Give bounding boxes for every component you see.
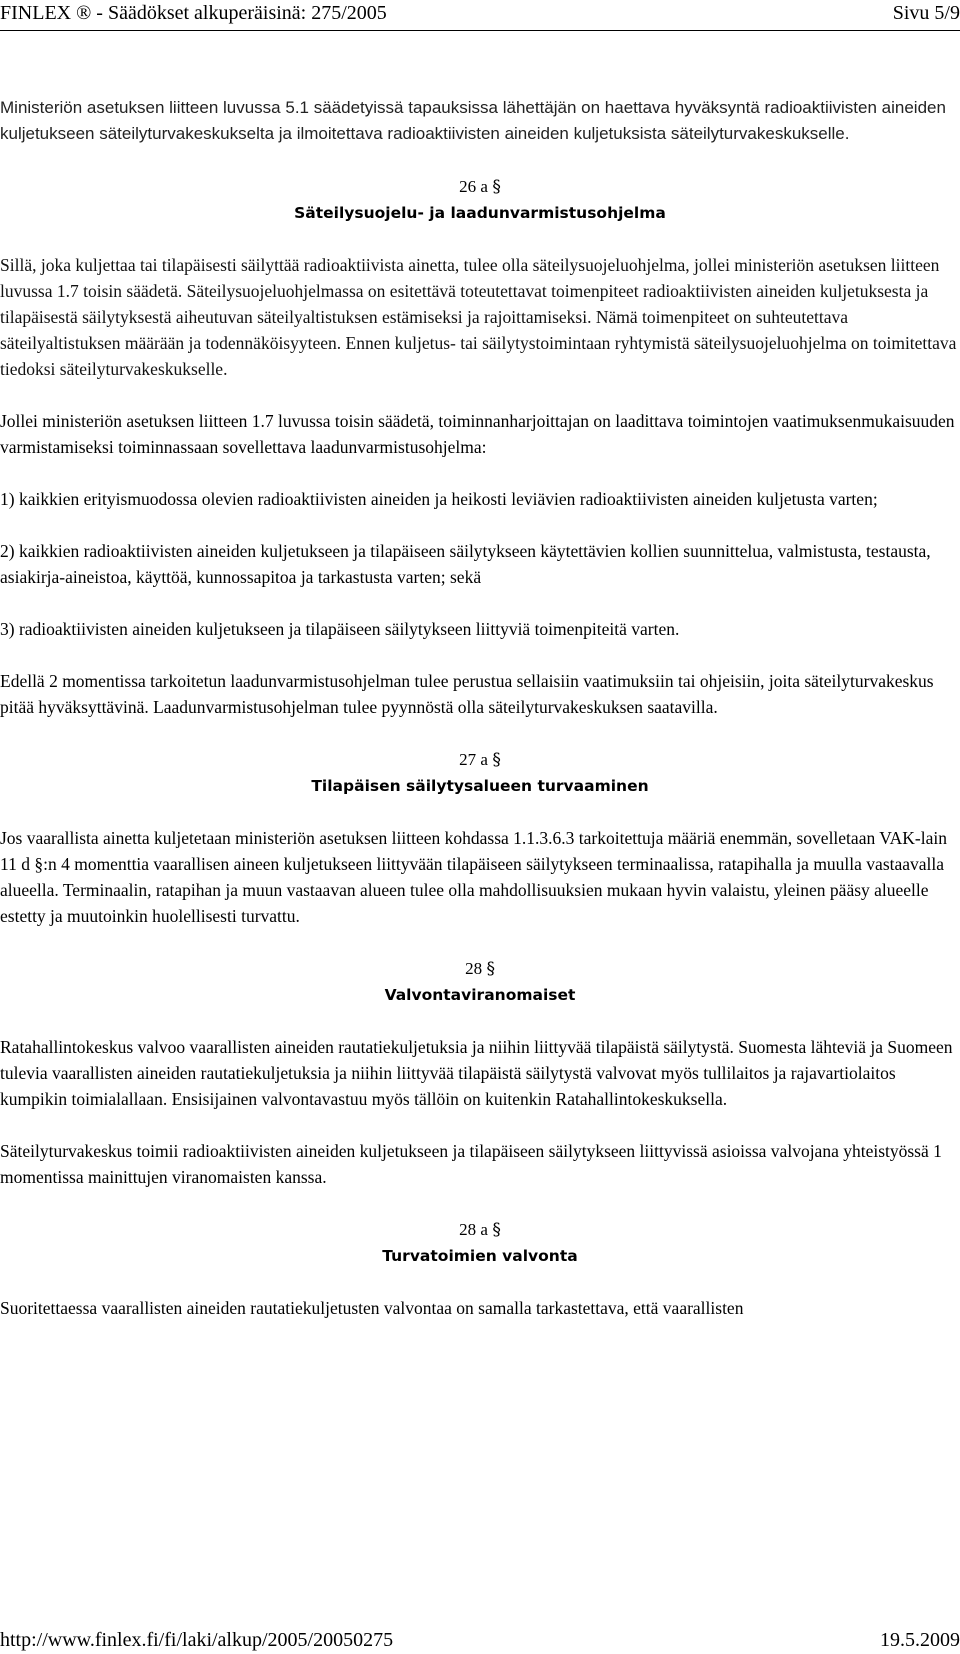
section-28a (0, 1216, 960, 1269)
section-heading: Tilapäisen säilytysalueen turvaaminen (311, 777, 649, 795)
section-number: 26 a (459, 177, 488, 196)
document-title: FINLEX ® - Säädökset alkuperäisinä: 275/2005 (0, 2, 387, 24)
paragraph: Edellä 2 momentissa tarkoitetun laadunvarmistusohjelman tulee perustua sellaisiin vaatimuksiin tai ohjeisiin, joita säteilyturvakeskus pitää hyväksyttävinä. Laadunvarmistusohjelman tulee pyynnöstä olla säteilyturvakeskuksen saatavilla. (0, 671, 934, 717)
section-heading: Turvatoimien valvonta (382, 1247, 578, 1265)
document-body (0, 95, 960, 1347)
paragraph: Jos vaarallista ainetta kuljetetaan ministeriön asetuksen liitteen kohdassa 1.1.3.6.3 tarkoitettuja määriä enemmän, sovelletaan VAK-lain 11 d §:n 4 momenttia vaarallisen aineen kuljetukseen liittyvään tilapäiseen säilytykseen terminaalissa, ratapihalla ja muulla vastaavalla alueella. Terminaalin, ratapihan ja muun vastaavan alueen tulee olla mahdollisuuksien mukaan hyvin valaistu, yleinen pääsy alueelle estetty ja muutoinkin huolellisesti turvattu. (0, 828, 947, 926)
section-number: 27 a (459, 750, 488, 769)
paragraph: Ratahallintokeskus valvoo vaarallisten aineiden rautatiekuljetuksia ja niihin liittyvää tilapäistä säilytystä. Suomesta lähteviä ja Suomeen tulevia vaarallisten aineiden rautatiekuljetuksia ja niihin liittyvää tilapäistä säilytystä valvovat myös tullilaitos ja rajavartiolaitos kumpikin toimialallaan. Ensisijainen valvontavastuu myös tällöin on kuitenkin Ratahallintokeskuksella. (0, 1037, 953, 1109)
print-date: 19.5.2009 (880, 1629, 960, 1651)
paragraph: Suoritettaessa vaarallisten aineiden rautatiekuljetusten valvontaa on samalla tarkastettava, että vaarallisten (0, 1298, 744, 1318)
section-symbol: § (486, 959, 495, 979)
paragraph: Jollei ministeriön asetuksen liitteen 1.7 luvussa toisin säädetä, toiminnanharjoittajan on laadittava toimintojen vaatimuksenmukaisuuden varmistamiseksi toiminnassaan sovellettava laadunvarmistusohjelma: (0, 411, 955, 457)
section-number: 28 (465, 959, 483, 978)
section-26a (0, 173, 960, 226)
paragraph: Ministeriön asetuksen liitteen luvussa 5.1 säädetyissä tapauksissa lähettäjän on haettava hyväksyntä radioaktiivisten aineiden kuljetukseen säteilyturvakeskukselta ja ilmoitettava radioaktiivisten aineiden kuljetuksista säteilyturvakeskukselle. (0, 98, 946, 143)
list-item: 3) radioaktiivisten aineiden kuljetukseen ja tilapäiseen säilytykseen liittyviä toimenpiteitä varten. (0, 619, 680, 639)
section-27a (0, 746, 960, 799)
page-header (0, 2, 960, 31)
section-heading: Valvontaviranomaiset (384, 986, 576, 1004)
list-item: 1) kaikkien erityismuodossa olevien radioaktiivisten aineiden ja heikosti leviävien radioaktiivisten aineiden kuljetusta varten; (0, 489, 878, 509)
section-symbol: § (492, 177, 501, 197)
section-number: 28 a (459, 1220, 488, 1239)
section-heading: Säteilysuojelu- ja laadunvarmistusohjelma (294, 204, 666, 222)
section-28 (0, 955, 960, 1008)
source-url: http://www.finlex.fi/fi/laki/alkup/2005/20050275 (0, 1629, 394, 1651)
page-number: Sivu 5/9 (892, 2, 960, 24)
paragraph: Sillä, joka kuljettaa tai tilapäisesti säilyttää radioaktiivista ainetta, tulee olla säteilysuojeluohjelma, jollei ministeriön asetuksen liitteen luvussa 1.7 toisin säädetä. Säteilysuojeluohjelmassa on esitettävä toteutettavat toimenpiteet radioaktiivisten aineiden kuljetuksesta ja tilapäisestä säilytyksestä aiheutuvan säteilyaltistuksen estämiseksi ja rajoittamiseksi. Nämä toimenpiteet on suhteutettava säteilyaltistuksen määrään ja todennäköisyyteen. Ennen kuljetus- tai säilytystoimintaan ryhtymistä säteilysuojeluohjelma on toimitettava tiedoksi säteilyturvakeskukselle. (0, 255, 957, 379)
section-symbol: § (492, 1220, 501, 1240)
list-item: 2) kaikkien radioaktiivisten aineiden kuljetukseen ja tilapäiseen säilytykseen käytettävien kollien suunnittelua, valmistusta, testausta, asiakirja-aineistoa, käyttöä, kunnossapitoa ja tarkastusta varten; sekä (0, 541, 931, 587)
paragraph: Säteilyturvakeskus toimii radioaktiivisten aineiden kuljetukseen ja tilapäiseen säilytykseen liittyvissä asioissa valvojana yhteistyössä 1 momentissa mainittujen viranomaisten kanssa. (0, 1141, 942, 1187)
section-symbol: § (492, 750, 501, 770)
